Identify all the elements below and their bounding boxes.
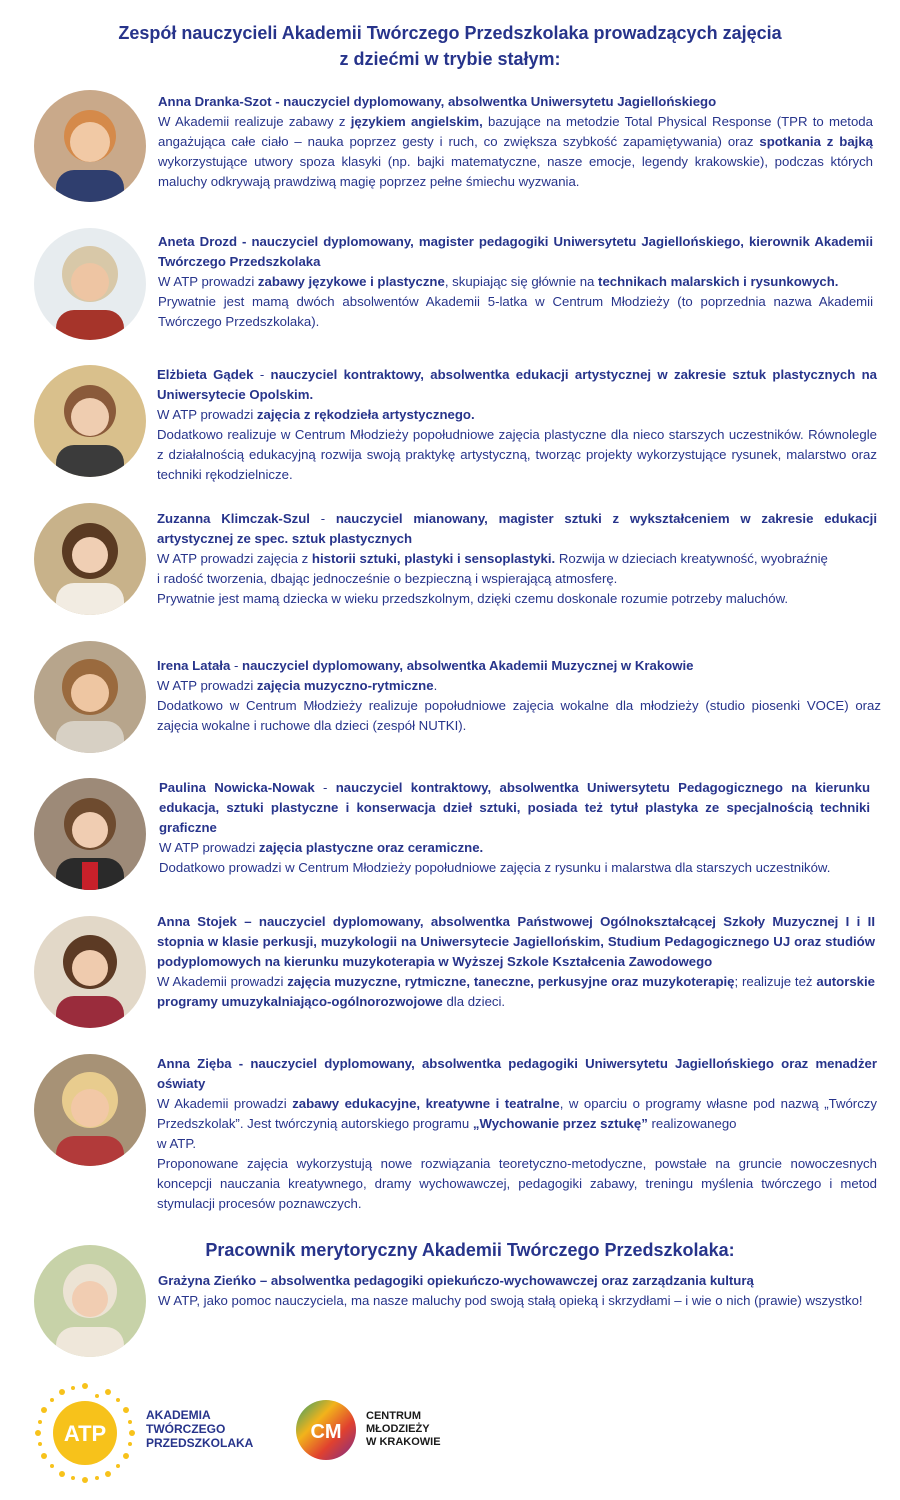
teacher-name: Anna Dranka-Szot [158,94,272,109]
teacher-name: Irena Latała [157,658,231,673]
teacher-photo [34,1054,146,1166]
teacher-photo [34,916,146,1028]
atp-name: AKADEMIA TWÓRCZEGO PRZEDSZKOLAKA [146,1408,254,1450]
teacher-photo [34,365,146,477]
svg-text:CM: CM [310,1421,342,1443]
staff-heading: Pracownik merytoryczny Akademii Twórczego Przedszkolaka: [205,1240,735,1260]
teacher-name: Elżbieta Gądek [157,367,254,382]
teacher-name: Aneta Drozd [158,234,238,249]
teacher-photo [34,503,146,615]
teacher-photo [34,778,146,890]
teacher-photo [34,641,146,753]
teacher-photo [34,90,146,202]
teacher-name: Anna Stojek [157,914,237,929]
cm-logo [294,1398,358,1462]
cm-name: CENTRUM MŁODZIEŻY W KRAKOWIE [366,1410,441,1448]
teacher-name: Paulina Nowicka-Nowak [159,780,315,795]
teacher-name: Zuzanna Klimczak-Szul [157,511,310,526]
atp-logo [30,1378,140,1488]
staff-photo [34,1245,146,1357]
footer-logos [0,1378,900,1488]
svg-text:ATP: ATP [63,1421,107,1446]
teacher-name: Anna Zięba [157,1056,232,1071]
teacher-photo [34,228,146,340]
staff-name: Grażyna Zieńko [158,1273,257,1288]
page-title: Zespół nauczycieli Akademii Twórczego Przedszkolaka prowadzących zajęcia z dziećmi w trybie stałym: [118,23,782,69]
